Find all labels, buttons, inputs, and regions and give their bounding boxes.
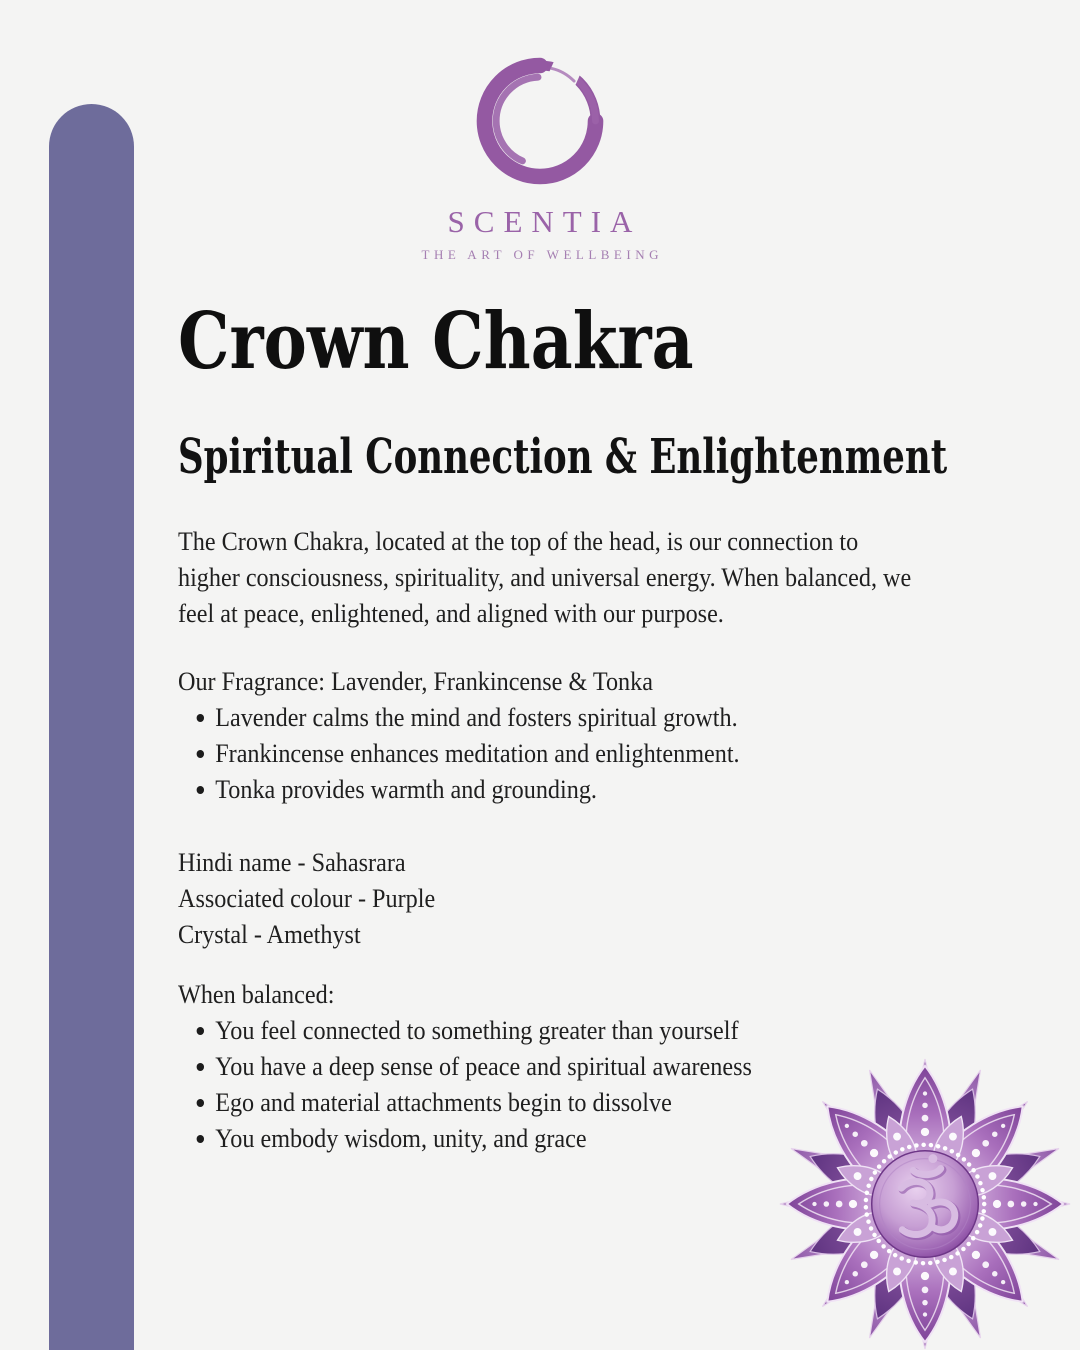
list-item: You feel connected to something greater than yourself (178, 1013, 1015, 1049)
list-item: You embody wisdom, unity, and grace (178, 1121, 1015, 1157)
brand-name: SCENTIA (447, 204, 642, 239)
list-item: Ego and material attachments begin to dissolve (178, 1085, 1015, 1121)
intro-paragraph (178, 524, 1015, 632)
list-item: Lavender calms the mind and fosters spiritual growth. (178, 700, 1015, 736)
om-symbol-text (0, 0, 1, 1)
detail-line: Hindi name - Sahasrara (178, 848, 406, 877)
list-item: You have a deep sense of peace and spiritual awareness (178, 1049, 1015, 1085)
enso-brush-circle-icon (462, 46, 618, 196)
list-item: Frankincense enhances meditation and enlightenment. (178, 736, 1015, 772)
brand-tagline: THE ART OF WELLBEING (421, 247, 663, 262)
detail-line: Crystal - Amethyst (178, 920, 361, 949)
chakra-details (178, 845, 1015, 953)
detail-line: Associated colour - Purple (178, 884, 436, 913)
fragrance-section (178, 664, 1015, 808)
crown-chakra-mandala-icon (777, 1056, 1073, 1350)
intro-line: higher consciousness, spirituality, and universal energy. When balanced, we (178, 563, 912, 592)
intro-line: feel at peace, enlightened, and aligned with our purpose. (178, 599, 724, 628)
intro-line: The Crown Chakra, located at the top of the head, is our connection to (178, 527, 859, 556)
list-item: Tonka provides warmth and grounding. (178, 772, 1015, 808)
scentia-logo (0, 46, 1080, 263)
left-accent-bar (49, 104, 134, 1350)
fragrance-lead: Our Fragrance: Lavender, Frankincense & Tonka (178, 667, 653, 696)
page-title: Crown Chakra (178, 296, 694, 387)
balanced-lead: When balanced: (178, 980, 335, 1009)
page-subtitle: Spiritual Connection & Enlightenment (178, 429, 948, 485)
fragrance-list (178, 700, 1015, 808)
